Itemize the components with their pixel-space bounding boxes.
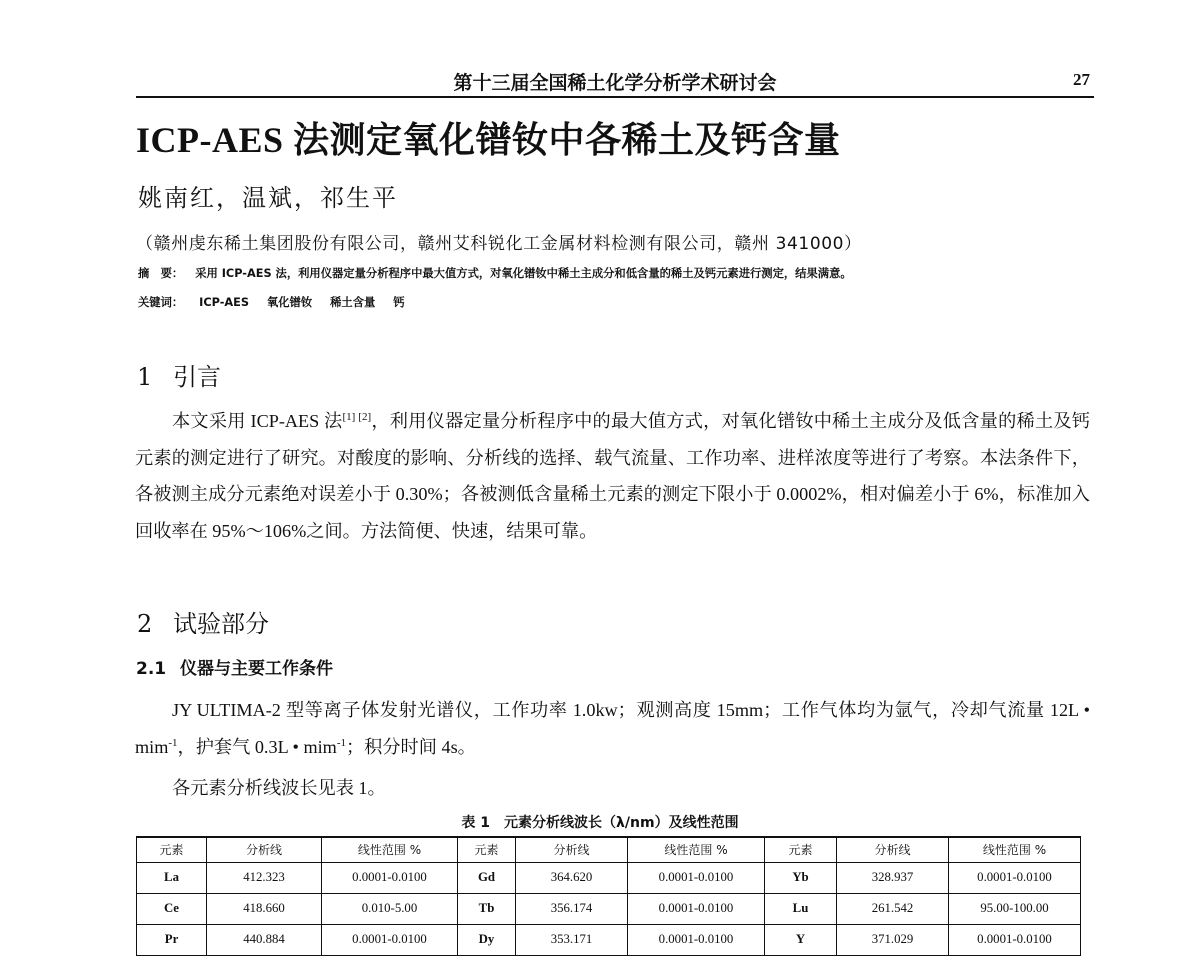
table-row: [137, 862, 1081, 893]
author-list: 姚南红，温斌，祁生平: [138, 184, 398, 212]
subsection-number: 2.1: [136, 659, 167, 679]
abstract-text: 采用 ICP-AES 法，利用仪器定量分析程序中最大值方式，对氧化镨钕中稀土主成分和低含量的稀土及钙元素进行测定，结果满意。: [195, 267, 852, 280]
subsection-title: 仪器与主要工作条件: [180, 659, 333, 679]
citation: [1] [2]: [342, 410, 372, 423]
table-cell: 95.00-100.00: [949, 893, 1081, 924]
table-cell: Pr: [137, 924, 207, 955]
table-reference-paragraph: [135, 770, 1090, 807]
table-cell: Ce: [137, 893, 207, 924]
section-title: 引言: [173, 363, 221, 391]
column-header: 分析线: [516, 837, 628, 862]
section-heading-introduction: [137, 357, 221, 392]
introduction-paragraph: [135, 403, 1090, 549]
column-header: 线性范围 %: [322, 837, 458, 862]
running-title: 第十三届全国稀土化学分析学术研讨会: [453, 72, 777, 94]
table-cell: 440.884: [207, 924, 322, 955]
keyword: 钙: [393, 296, 405, 309]
table-cell: Y: [765, 924, 837, 955]
table-cell: 0.0001-0.0100: [322, 862, 458, 893]
page-number: 27: [1073, 70, 1090, 89]
subsection-heading-instrument: [136, 654, 333, 679]
table-cell: 0.0001-0.0100: [628, 893, 765, 924]
table-cell: 356.174: [516, 893, 628, 924]
column-header: 线性范围 %: [628, 837, 765, 862]
table-cell: 371.029: [837, 924, 949, 955]
running-header: [136, 66, 1094, 98]
keywords-label: 关键词：: [138, 296, 184, 309]
paragraph-text: ，护套气 0.3L • mim: [177, 736, 337, 757]
table-header-row: [137, 837, 1081, 862]
keyword: 稀土含量: [330, 296, 376, 309]
table-cell: 0.0001-0.0100: [628, 862, 765, 893]
table-cell: 0.010-5.00: [322, 893, 458, 924]
column-header: 元素: [458, 837, 516, 862]
affiliation: （赣州虔东稀土集团股份有限公司，赣州艾科锐化工金属材料检测有限公司，赣州 341000）: [136, 234, 862, 254]
paper-title: ICP-AES 法测定氧化镨钕中各稀土及钙含量: [136, 120, 841, 160]
keyword: 氧化镨钕: [266, 296, 313, 309]
paragraph-text: 各元素分析线波长见表 1。: [172, 778, 386, 798]
table-cell: 418.660: [207, 893, 322, 924]
table-cell: 0.0001-0.0100: [949, 924, 1081, 955]
table-row: [137, 893, 1081, 924]
paragraph-text: ，利用仪器定量分析程序中的最大值方式，对氧化镨钕中稀土主成分及低含量的稀土及钙元素的测定进行了研究。对酸度的影响、分析线的选择、载气流量、工作功率、进样浓度等进行了考察。本法条件下，各被测主成分元素绝对误差小于 0.30%；各被测低含量稀土元素的测定下限小于 0.0002%，相对偏差小于 6%，标准加入回收率在 95%～106%之间。方法简便、快速，结果可靠。: [135, 411, 1090, 541]
table-cell: 328.937: [837, 862, 949, 893]
paragraph-text: JY ULTIMA-2 型等离子体发射光谱仪，工作功率 1.0kw；观测高度 15mm；工作气体均为氩气，冷却气流量 12L • mim: [135, 700, 1090, 757]
section-title: 试验部分: [173, 610, 269, 638]
table-caption: [0, 812, 1200, 832]
superscript: -1: [336, 736, 346, 749]
keywords: [138, 294, 419, 310]
section-number: 2: [137, 610, 153, 638]
table-cell: Dy: [458, 924, 516, 955]
paragraph-text: 本文采用 ICP-AES 法: [172, 411, 343, 431]
table-cell: Tb: [458, 893, 516, 924]
table-label: 表 1: [461, 815, 491, 831]
column-header: 元素: [137, 837, 207, 862]
wavelength-table: [136, 836, 1081, 956]
abstract: [138, 265, 852, 281]
table-cell: La: [137, 862, 207, 893]
column-header: 分析线: [207, 837, 322, 862]
column-header: 分析线: [837, 837, 949, 862]
table-cell: 364.620: [516, 862, 628, 893]
paragraph-text: ；积分时间 4s。: [345, 736, 476, 757]
column-header: 线性范围 %: [949, 837, 1081, 862]
table-cell: 261.542: [837, 893, 949, 924]
table-cell: 0.0001-0.0100: [628, 924, 765, 955]
table-cell: 353.171: [516, 924, 628, 955]
table-cell: Yb: [765, 862, 837, 893]
section-heading-experimental: [137, 604, 269, 639]
table-cell: Gd: [458, 862, 516, 893]
table-row: [137, 924, 1081, 955]
abstract-label: 摘 要：: [138, 267, 184, 280]
table-caption-text: 元素分析线波长（λ/nm）及线性范围: [504, 815, 739, 831]
table-cell: 0.0001-0.0100: [949, 862, 1081, 893]
column-header: 元素: [765, 837, 837, 862]
superscript: -1: [168, 736, 178, 749]
section-number: 1: [137, 363, 153, 391]
keyword: ICP-AES: [199, 296, 250, 309]
table-cell: 0.0001-0.0100: [322, 924, 458, 955]
instrument-paragraph: [135, 692, 1090, 765]
table-cell: Lu: [765, 893, 837, 924]
table-cell: 412.323: [207, 862, 322, 893]
